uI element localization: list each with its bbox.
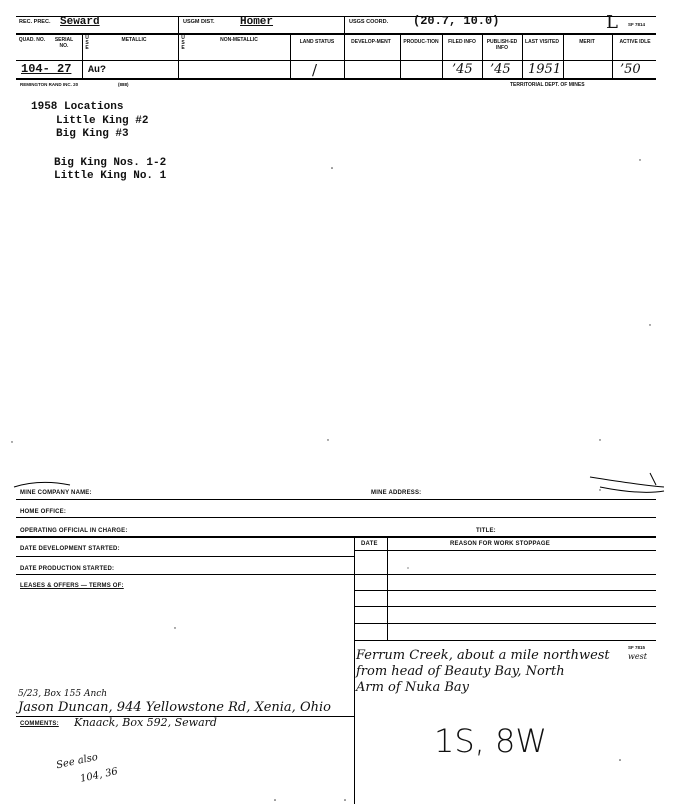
filed-info-value: ’45: [452, 62, 473, 77]
last-visited-value: 1951: [528, 62, 562, 77]
col-use: U S E: [85, 35, 89, 51]
date-production-started-label: DATE PRODUCTION STARTED:: [20, 566, 115, 572]
see-also-note: See also: [55, 751, 99, 772]
printer-note: REMINGTON RAND INC. 20: [20, 82, 79, 87]
printer-code: (888): [118, 82, 129, 87]
corner-mark: L: [606, 12, 618, 33]
metallic-value: Au?: [88, 65, 107, 76]
usgs-coord-label: USGS COORD.: [349, 19, 389, 25]
operating-official-label: OPERATING OFFICIAL IN CHARGE:: [20, 528, 128, 534]
locations-heading: 1958 Locations: [31, 101, 124, 113]
comments-value: Knaack, Box 592, Seward: [74, 716, 217, 729]
township-range: 1S, 8W: [434, 722, 548, 760]
col-merit: MERIT: [579, 39, 595, 45]
mine-company-name-label: MINE COMPANY NAME:: [20, 490, 92, 496]
date-development-started-label: DATE DEVELOPMENT STARTED:: [20, 546, 120, 552]
home-office-label: HOME OFFICE:: [20, 509, 67, 515]
location-note-west: west: [628, 652, 647, 661]
col-last-visited: LAST VISITED: [525, 39, 559, 45]
title-label: TITLE:: [476, 528, 496, 534]
reason-col-header: REASON FOR WORK STOPPAGE: [450, 541, 550, 547]
land-status-value: /: [312, 61, 318, 79]
owner-note-line1: Jason Duncan, 944 Yellowstone Rd, Xenia, Ohio: [18, 700, 331, 715]
leases-offers-label: LEASES & OFFERS — TERMS OF:: [20, 583, 124, 589]
form-number-top: SF 7814: [628, 22, 646, 27]
col-quad-no: QUAD. NO.: [18, 37, 46, 43]
department-label: TERRITORIAL DEPT. OF MINES: [510, 82, 585, 88]
location-note-line1: Ferrum Creek, about a mile northwest: [356, 648, 610, 663]
col-use-2: U S E: [181, 35, 185, 51]
col-development: DEVELOP-MENT: [351, 39, 391, 45]
col-active-idle: ACTIVE IDLE: [619, 39, 651, 45]
col-published-info: PUBLISH-ED INFO: [486, 39, 518, 51]
quad-serial-value: 104- 27: [21, 62, 72, 76]
col-metallic: METALLIC: [121, 37, 147, 43]
usgm-dist-label: USGM DIST.: [183, 19, 215, 25]
rec-prec-label: REC. PREC.: [19, 19, 51, 25]
owner-note-line0: 5/23, Box 155 Anch: [18, 689, 108, 699]
location-note-line2: from head of Beauty Bay, North: [356, 664, 565, 679]
active-idle-value: ’50: [620, 62, 641, 77]
col-land-status: LAND STATUS: [299, 39, 335, 45]
location-note-line3: Arm of Nuka Bay: [356, 680, 469, 695]
col-production: PRODUC-TION: [403, 39, 439, 45]
see-also-reference: 104, 36: [79, 766, 119, 785]
location-line: Big King #3: [56, 128, 129, 140]
location-line: Little King #2: [56, 115, 149, 127]
form-number-bottom: SF 7815: [628, 645, 646, 650]
col-filed-info: FILED INFO: [448, 39, 476, 45]
usgs-coord-value: (20.7, 10.0): [413, 14, 500, 28]
mine-address-label: MINE ADDRESS:: [371, 490, 422, 496]
location-line: Little King No. 1: [54, 170, 167, 182]
date-col-header: DATE: [361, 541, 378, 547]
rec-prec-value: Seward: [60, 16, 100, 28]
usgm-dist-value: Homer: [240, 16, 274, 28]
col-non-metallic: NON-METALLIC: [220, 37, 258, 43]
published-info-value: ’45: [490, 62, 511, 77]
col-serial-no: SERIAL NO.: [54, 37, 74, 49]
location-line: Big King Nos. 1-2: [54, 157, 167, 169]
comments-label: COMMENTS:: [20, 721, 59, 727]
